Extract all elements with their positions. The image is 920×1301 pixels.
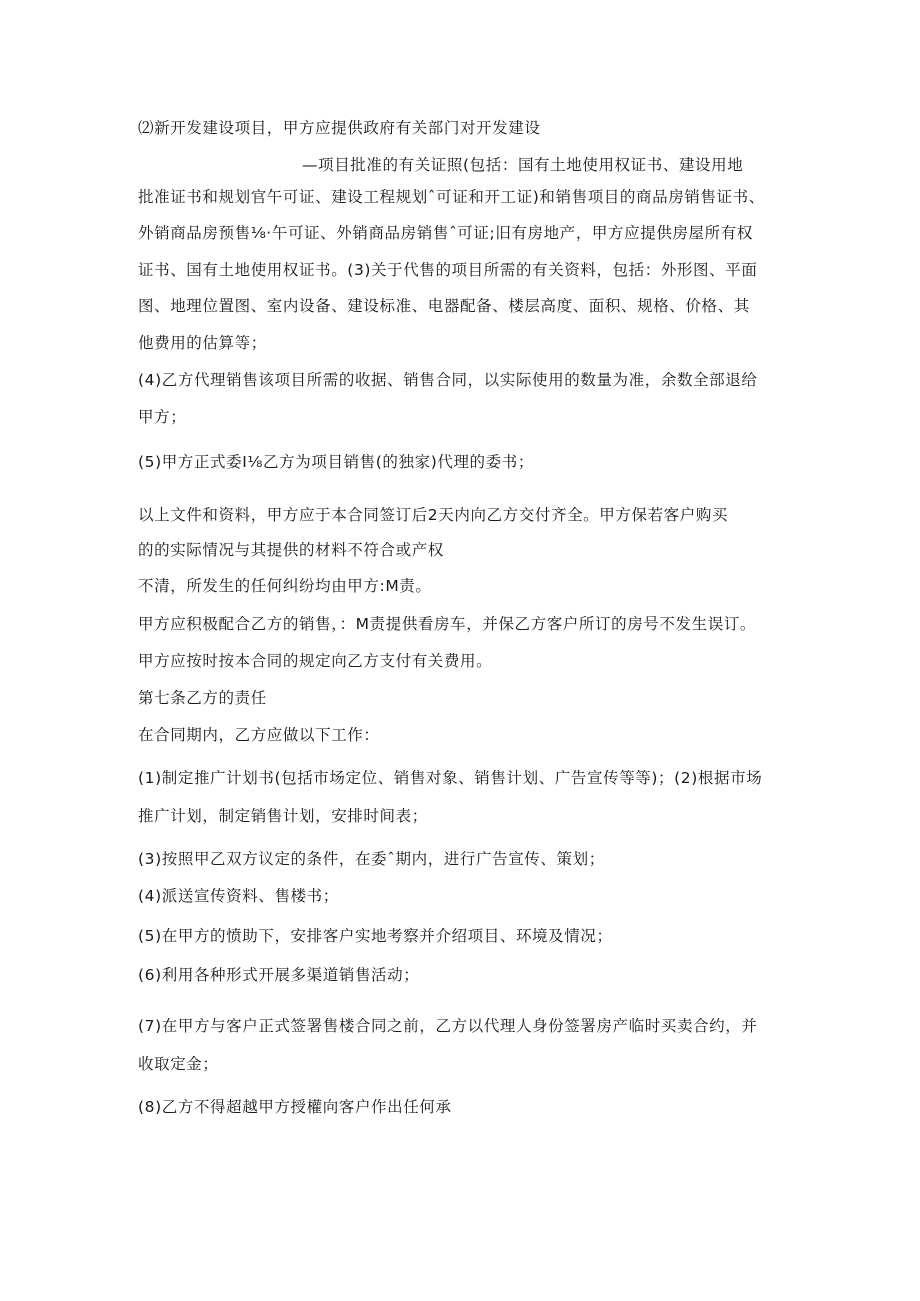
text-line: (7)在甲方与客户正式签署售楼合同之前，乙方以代理人身份签署房产临时买卖合约，并 [138, 1017, 758, 1035]
text-line: 甲方应按时按本合同的规定向乙方支付有关费用。 [138, 652, 493, 670]
text-line: (6)利用各种形式开展多渠道销售活动； [138, 966, 420, 984]
text-line: 的的实际情况与其提供的材料不符合或产权 [138, 541, 444, 559]
text-line: 以上文件和资料，甲方应于本合同签订后2天内向乙方交付齐全。甲方保若客户购买 [138, 506, 729, 524]
text-line: (4)派送宣传资料、售楼书； [138, 887, 339, 905]
text-line: (5)甲方正式委I⅛乙方为项目销售(的独家)代理的委书； [138, 453, 534, 471]
text-line: 推广计划，制定销售计划，安排时间表； [138, 807, 428, 825]
text-line: (8)乙方不得超越甲方授權向客户作出任何承 [138, 1098, 452, 1116]
text-line: 收取定金； [138, 1055, 219, 1073]
text-line: 他费用的估算等； [138, 334, 267, 352]
text-line: 图、地理位置图、室内设备、建设标准、电器配备、楼层高度、面积、规格、价格、其 [138, 297, 750, 315]
text-line: 在合同期内，乙方应做以下工作： [138, 726, 380, 744]
section-heading: 第七条乙方的责任 [138, 689, 267, 707]
text-line: 甲方应积极配合乙方的销售，：M责提供看房车，并保乙方客户所订的房号不发生误订。 [138, 615, 757, 633]
text-line: ⑵新开发建设项目，甲方应提供政府有关部门对开发建设 [138, 119, 541, 137]
text-line: 证书、国有土地使用权证书。(3)关于代售的项目所需的有关资料，包括：外形图、平面 [138, 261, 758, 279]
text-line: 不清，所发生的任何纠纷均由甲方:M责。 [138, 577, 432, 595]
text-line: (5)在甲方的愤助下，安排客户实地考察并介绍项目、环境及情况； [138, 927, 613, 945]
text-line: 外销商品房预售⅛⋅午可证、外销商品房销售ˆ可证;旧有房地产，甲方应提供房屋所有权 [138, 224, 753, 242]
text-line: 甲方； [138, 408, 187, 426]
text-line: (1)制定推广计划书(包括市场定位、销售对象、销售计划、广告宣传等等)；(2)根据市场 [138, 769, 763, 787]
text-line: (3)按照甲乙双方议定的条件，在委ˆ期内，进行广告宣传、策划； [138, 850, 605, 868]
text-line: 批准证书和规划官午可证、建设工程规划ˆ可证和开工证)和销售项目的商品房销售证书、 [138, 188, 765, 206]
text-line: (4)乙方代理销售该项目所需的收据、销售合同，以实际使用的数量为准，余数全部退给 [138, 371, 758, 389]
text-line: —项目批准的有关证照(包括：国有土地使用权证书、建设用地 [302, 156, 744, 174]
